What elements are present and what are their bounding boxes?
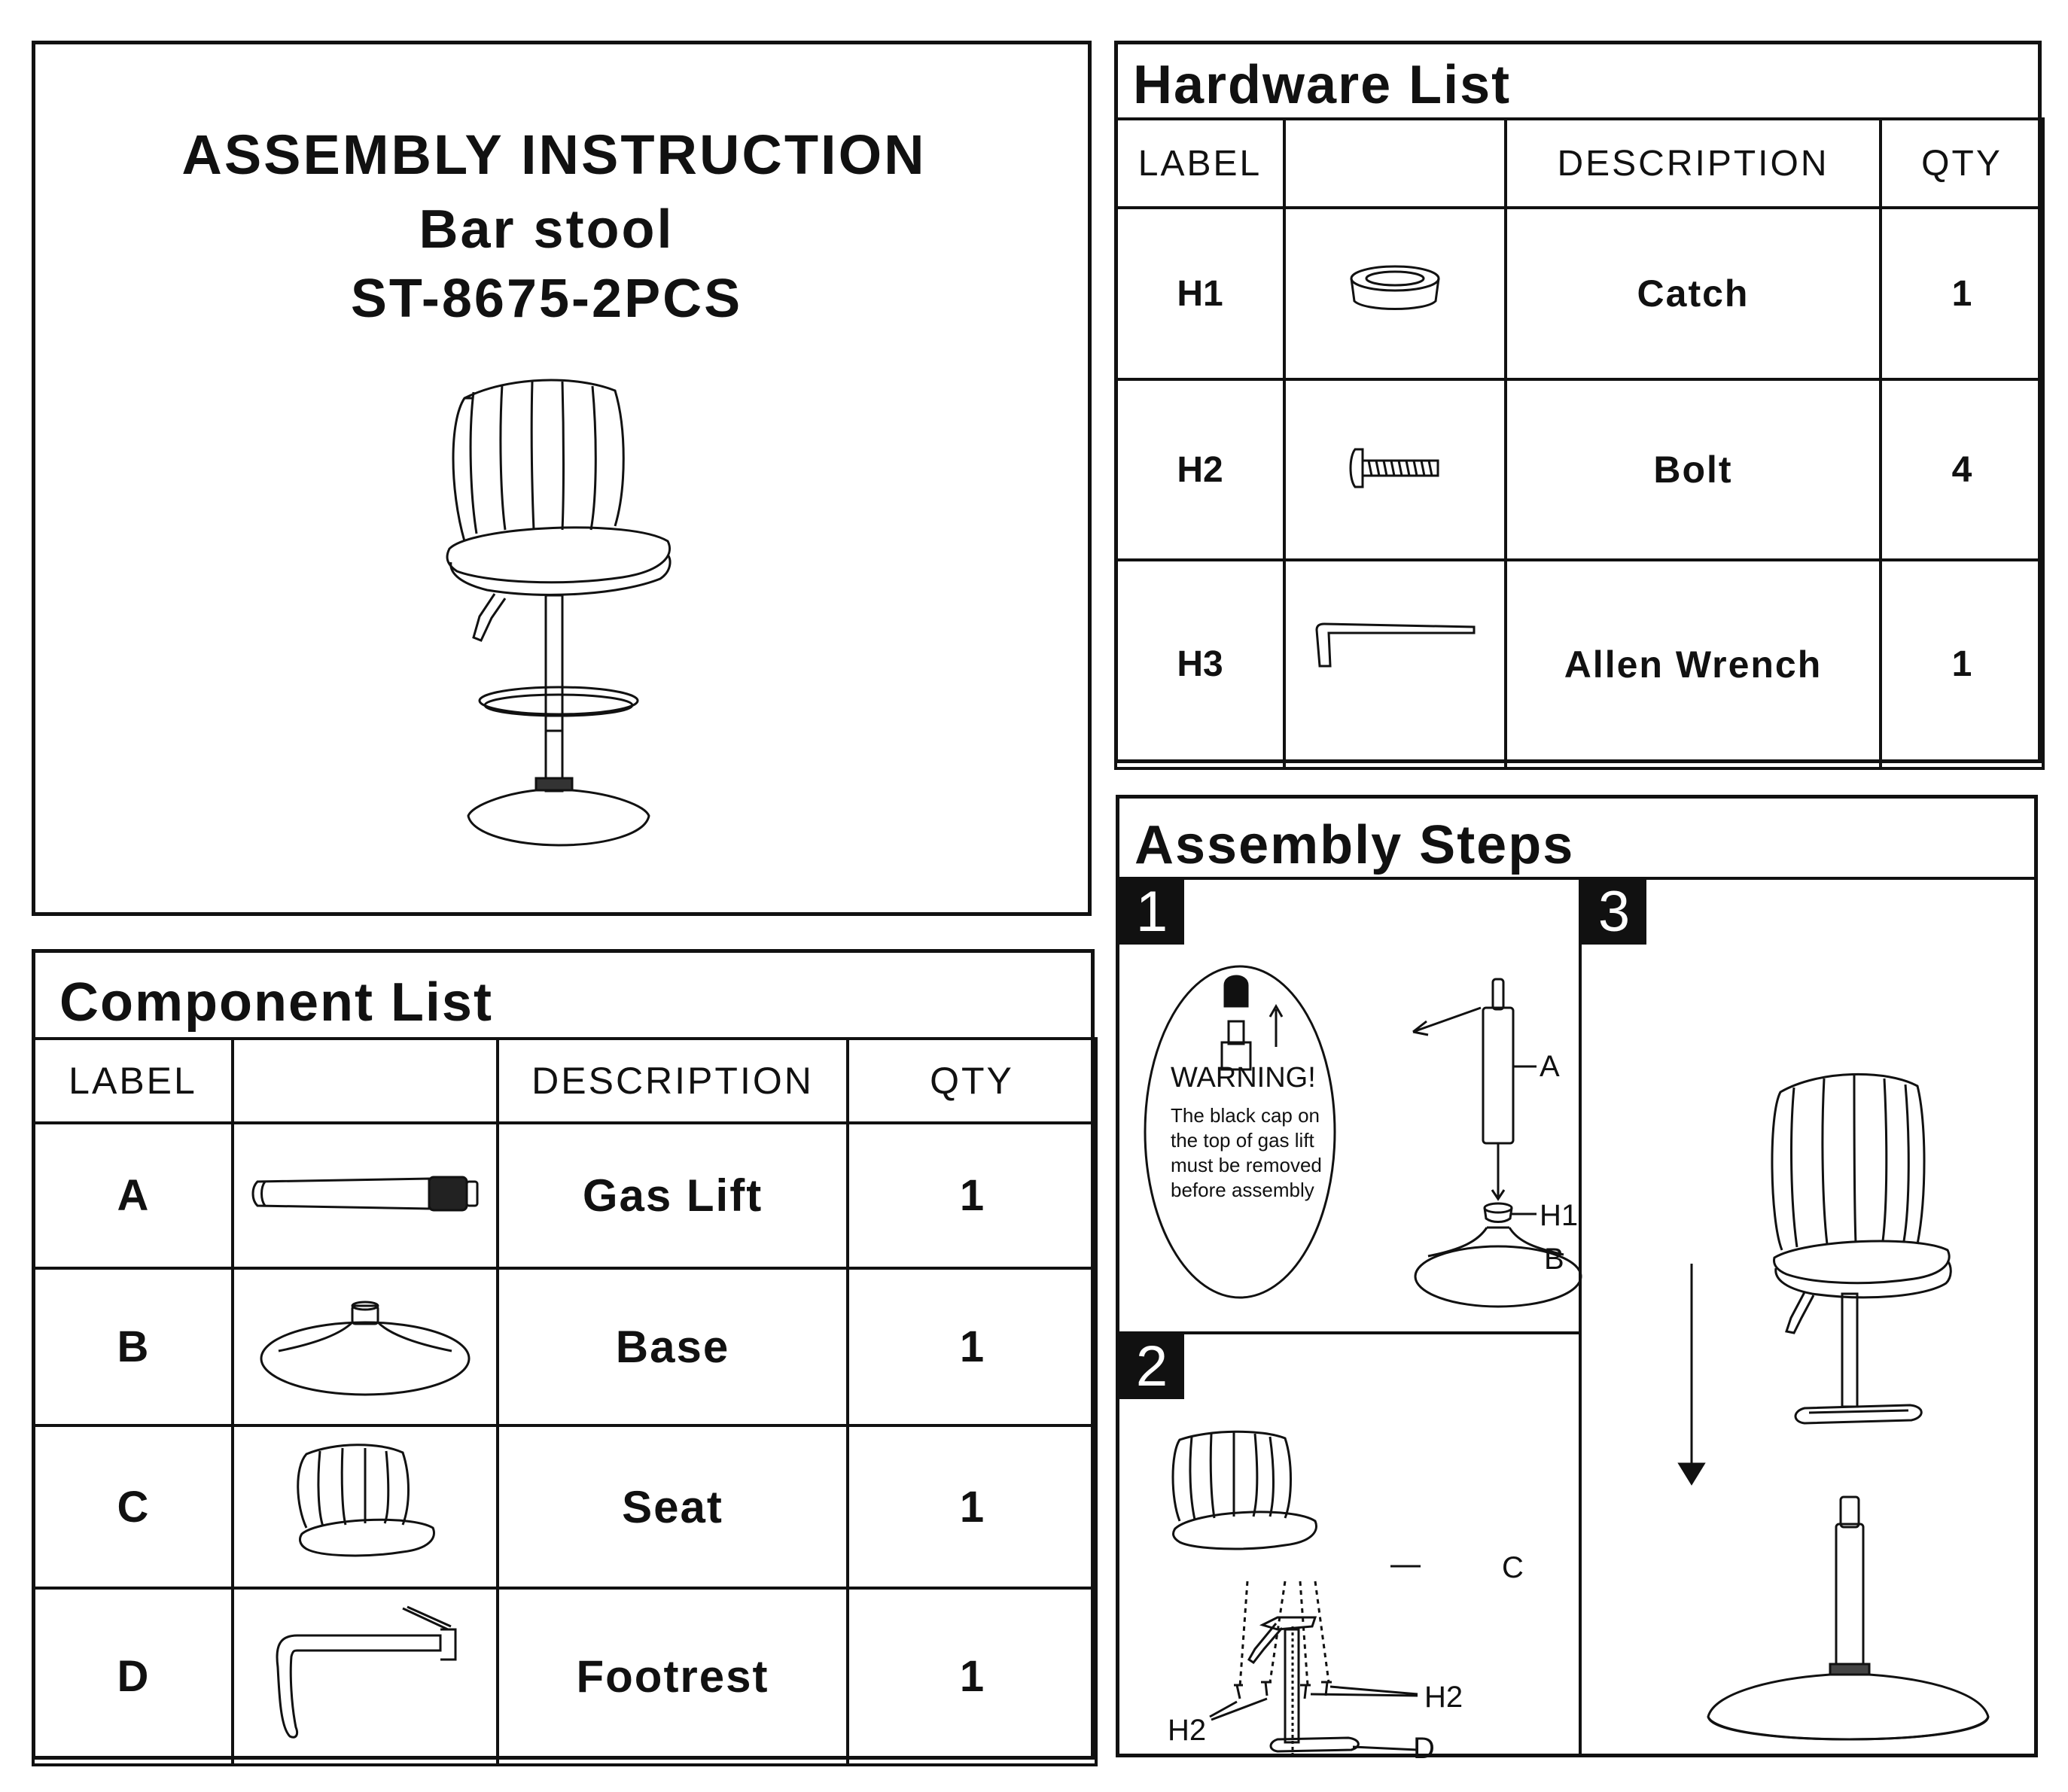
component-label: D <box>33 1588 233 1765</box>
component-label: A <box>33 1123 233 1268</box>
callout-h1: H1 <box>1540 1199 1579 1232</box>
base-icon <box>233 1268 498 1425</box>
hardware-description: Catch <box>1506 208 1881 379</box>
table-row <box>1116 208 2043 379</box>
hardware-list-panel <box>1114 41 2042 763</box>
hardware-qty: 1 <box>1881 560 2043 768</box>
component-header-qty: QTY <box>848 1039 1096 1123</box>
table-row <box>1116 560 2043 768</box>
hardware-header-label: LABEL <box>1116 119 1284 208</box>
component-header-description: DESCRIPTION <box>498 1039 848 1123</box>
step-3-diagram <box>1616 1069 2008 1732</box>
table-row <box>1116 379 2043 560</box>
warning-line: must be removed <box>1171 1154 1322 1176</box>
hardware-header-qty: QTY <box>1881 119 2043 208</box>
table-row <box>33 1425 1096 1588</box>
component-description: Base <box>498 1268 848 1425</box>
steps-header-divider <box>1119 877 2034 880</box>
warning-text <box>1171 1103 1322 1203</box>
hardware-qty: 1 <box>1881 208 2043 379</box>
component-description: Gas Lift <box>498 1123 848 1268</box>
gas-lift-icon <box>233 1123 498 1268</box>
component-description: Seat <box>498 1425 848 1588</box>
component-table <box>32 1037 1098 1766</box>
hardware-label: H2 <box>1116 379 1284 560</box>
callout-h2-right: H2 <box>1424 1681 1463 1714</box>
callout-a: A <box>1540 1050 1560 1083</box>
step-2-number: 2 <box>1119 1334 1184 1399</box>
warning-line: the top of gas lift <box>1171 1129 1314 1152</box>
component-label: C <box>33 1425 233 1588</box>
table-row <box>33 1588 1096 1765</box>
bar-stool-illustration <box>427 376 683 827</box>
steps-vertical-divider <box>1579 877 1582 1757</box>
hardware-description: Bolt <box>1506 379 1881 560</box>
component-qty: 1 <box>848 1588 1096 1765</box>
document-heading: ASSEMBLY INSTRUCTION <box>181 123 927 186</box>
hardware-header-description: DESCRIPTION <box>1506 119 1881 208</box>
footrest-icon <box>233 1588 498 1765</box>
callout-d: D <box>1413 1732 1435 1765</box>
bolt-icon <box>1284 379 1506 560</box>
hardware-list-title: Hardware List <box>1133 55 1512 115</box>
allen-wrench-icon <box>1284 560 1506 768</box>
assembly-steps-panel <box>1116 795 2038 1765</box>
assembly-steps-title: Assembly Steps <box>1135 815 1575 875</box>
hardware-header-image <box>1284 119 1506 208</box>
step-3-number: 3 <box>1582 880 1646 945</box>
component-header-label: LABEL <box>33 1039 233 1123</box>
component-list-panel <box>32 949 1095 1760</box>
component-header-image <box>233 1039 498 1123</box>
callout-h2-left: H2 <box>1168 1714 1207 1747</box>
component-qty: 1 <box>848 1123 1096 1268</box>
step-1-diagram <box>1338 979 1564 1325</box>
step-1-number: 1 <box>1119 880 1184 945</box>
table-row <box>33 1123 1096 1268</box>
component-label: B <box>33 1268 233 1425</box>
table-row <box>33 1268 1096 1425</box>
callout-b: B <box>1544 1243 1564 1276</box>
steps-step1-divider <box>1119 1331 1580 1334</box>
warning-title: WARNING! <box>1171 1062 1316 1094</box>
catch-icon <box>1284 208 1506 379</box>
component-list-title: Component List <box>59 972 493 1033</box>
hardware-description: Allen Wrench <box>1506 560 1881 768</box>
title-panel <box>32 41 1092 916</box>
hardware-label: H1 <box>1116 208 1284 379</box>
callout-c: C <box>1502 1551 1524 1584</box>
warning-line: before assembly <box>1171 1179 1314 1201</box>
seat-icon <box>233 1425 498 1588</box>
hardware-label: H3 <box>1116 560 1284 768</box>
model-number: ST-8675-2PCS <box>350 269 743 329</box>
step-2-diagram <box>1165 1431 1571 1747</box>
component-qty: 1 <box>848 1425 1096 1588</box>
component-description: Footrest <box>498 1588 848 1765</box>
warning-line: The black cap on <box>1171 1104 1320 1127</box>
product-name: Bar stool <box>419 199 675 260</box>
component-qty: 1 <box>848 1268 1096 1425</box>
hardware-qty: 4 <box>1881 379 2043 560</box>
hardware-table <box>1114 117 2045 770</box>
